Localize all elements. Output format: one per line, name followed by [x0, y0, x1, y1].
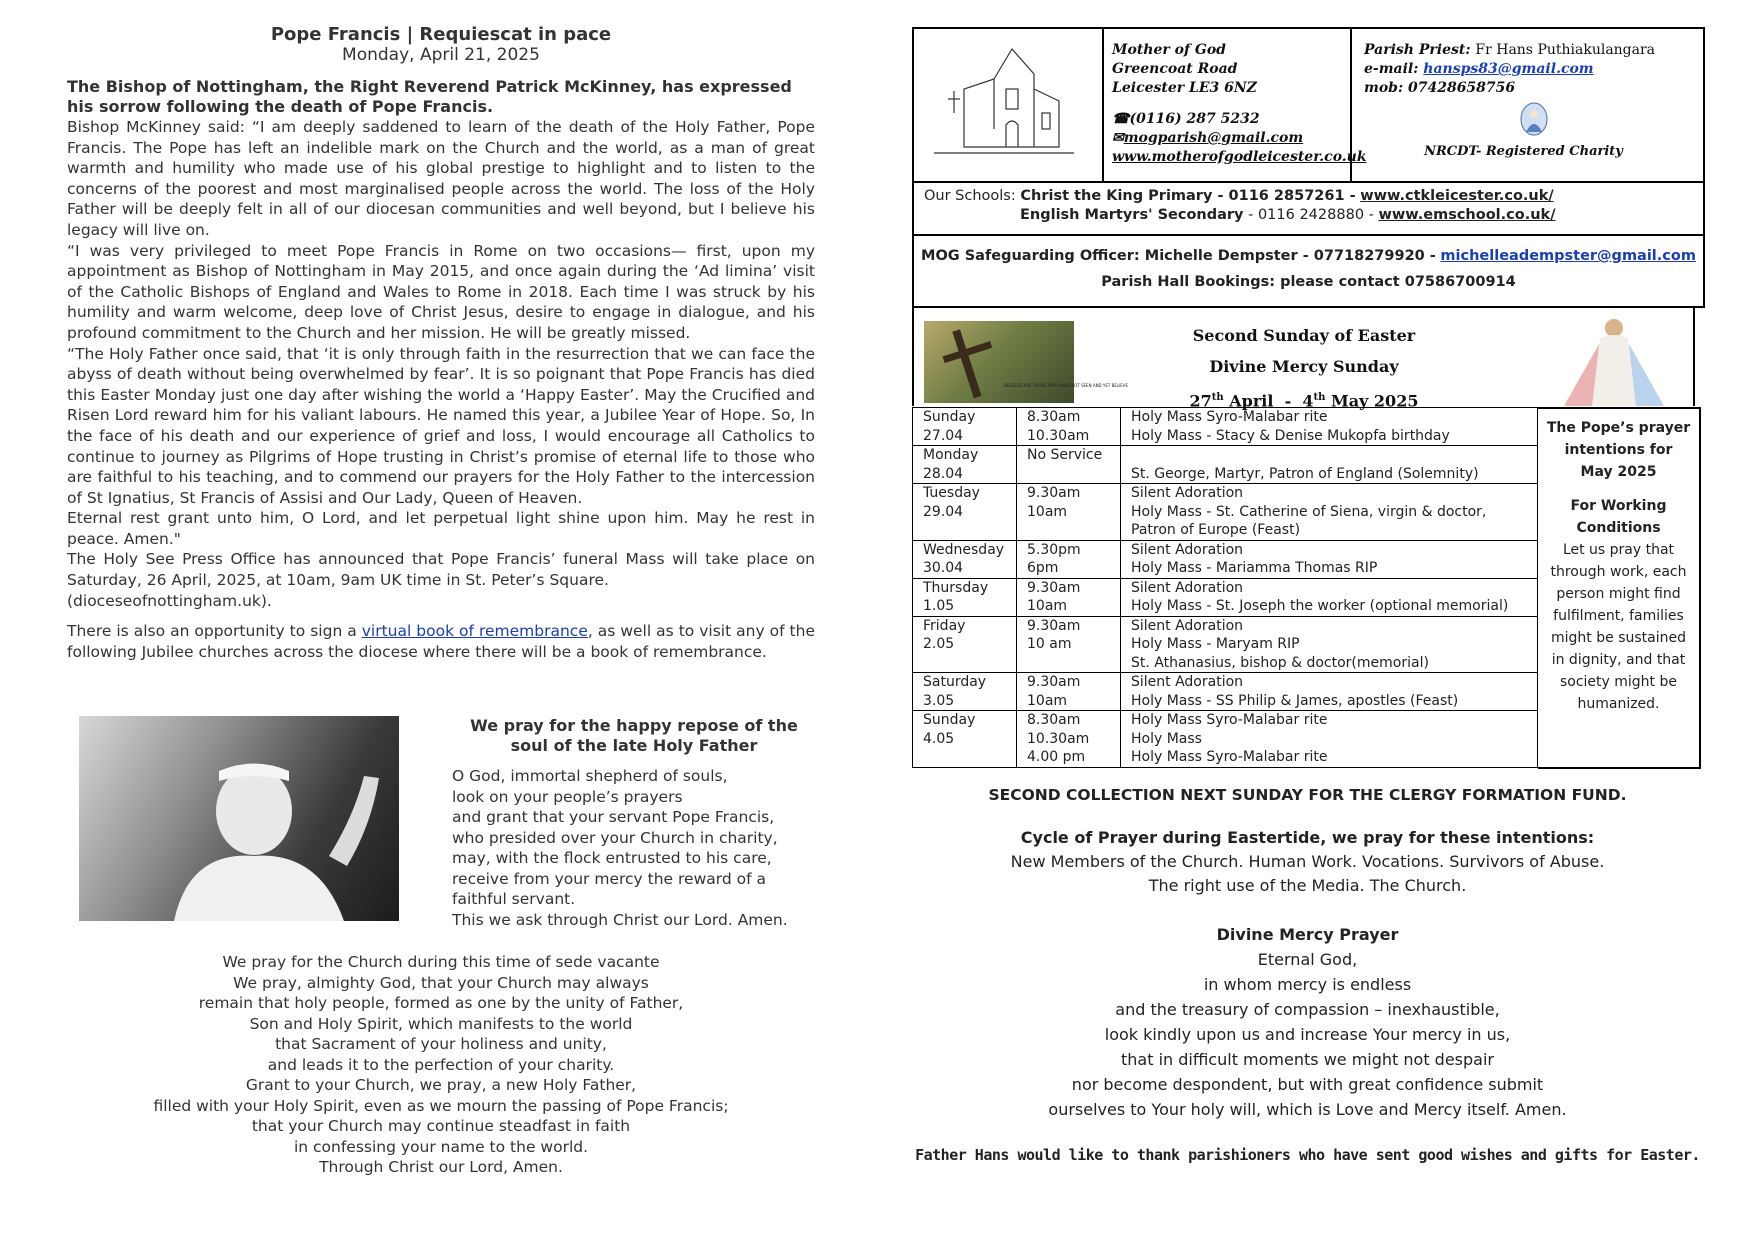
sede-line: filled with your Holy Spirit, even as we mourn the passing of Pope Francis;	[153, 1096, 729, 1115]
paragraph-2: “I was very privileged to meet Pope Francis in Rome on two occasions— first, upon my appointment as Bishop of Nottingham in May 2015, and once again during the ‘Ad limina’ visit of the Catholic Bishops of England and Wales to Rome in 2018. Each time I was struck by his humility and warm welcome, deep love of Christ Jesus, desire to engage in dialogue, and his profound commitment to the Church and her mission. He will be greatly missed.	[67, 241, 815, 342]
schedule-day: Sunday 27.04	[913, 408, 1017, 446]
remembrance-link[interactable]: virtual book of remembrance	[361, 622, 588, 641]
hall-bookings: Parish Hall Bookings: please contact 07586700914	[1101, 274, 1516, 290]
address-line: Leicester LE3 6NZ	[1112, 80, 1257, 96]
sede-line: in confessing your name to the world.	[293, 1137, 589, 1156]
left-column	[67, 24, 815, 662]
thanks-note: Father Hans would like to thank parishioners who have sent good wishes and gifts for Easter.	[915, 1146, 1700, 1164]
schools-box: Our Schools: Christ the King Primary - 0116 2857261 - www.ctkleicester.co.uk/ English Martyrs' Secondary - 0116 2428880 - www.emschool.co.uk/	[912, 181, 1705, 236]
sunday-banner	[912, 306, 1695, 411]
schedule-day: Sunday 4.05	[913, 711, 1017, 768]
schedule-row	[913, 408, 1538, 446]
schedule-times: 9.30am 10am	[1017, 578, 1121, 616]
article-title: Pope Francis | Requiescat in pace	[270, 24, 612, 45]
sede-line: Through Christ our Lord, Amen.	[319, 1158, 563, 1176]
pope-intentions-box: The Pope’s prayer intentions for May 2025 For Working Conditions Let us pray that through work, each person might find fulfilment, families might be sustained in dignity, and that society might be humanized.	[1538, 407, 1701, 769]
sede-line: that Sacrament of your holiness and unity,	[275, 1035, 607, 1053]
schedule-row	[913, 616, 1538, 673]
prayer-line: who presided over your Church in charity,	[452, 828, 778, 847]
paragraph-5: The Holy See Press Office has announced that Pope Francis’ funeral Mass will take place on Saturday, 26 April, 2025, at 10am, 9am UK time in St. Peter’s Square.	[67, 550, 815, 590]
prayer-line: receive from your mercy the reward of a	[452, 869, 766, 888]
schedule-row	[913, 484, 1538, 541]
mary-icon	[1364, 102, 1703, 140]
schedule-row	[913, 446, 1538, 484]
article-lead: The Bishop of Nottingham, the Right Reverend Patrick McKinney, has expressed his sorrow following the death of Pope Francis.	[67, 77, 792, 116]
church-name: Mother of God	[1112, 42, 1226, 58]
sede-line: We pray, almighty God, that your Church may always	[233, 973, 649, 992]
priest-mobile: mob: 07428658756	[1364, 80, 1516, 96]
prayer-line: This we ask through Christ our Lord. Amen.	[452, 910, 788, 929]
priest-name: Fr Hans Puthiakulangara	[1475, 42, 1656, 58]
schedule-times: 8.30am 10.30am	[1017, 408, 1121, 446]
schedule-day: Saturday 3.05	[913, 673, 1017, 711]
schedule-events: Silent Adoration Holy Mass - Mariamma Thomas RIP	[1121, 540, 1538, 578]
paragraph-5b: (dioceseofnottingham.uk).	[67, 591, 272, 610]
safeguarding-email[interactable]: michelleadempster@gmail.com	[1440, 248, 1696, 264]
mass-schedule	[912, 407, 1538, 768]
email-line	[1112, 129, 1350, 148]
parish-header	[912, 27, 1705, 183]
parish-website[interactable]: www.motherofgodleicester.co.uk	[1112, 149, 1367, 165]
schedule-events: Holy Mass Syro-Malabar rite Holy Mass Holy Mass Syro-Malabar rite	[1121, 711, 1538, 768]
schedule-row	[913, 711, 1538, 768]
sede-vacante-prayer	[67, 952, 815, 1178]
prayer-line: faithful servant.	[452, 890, 576, 908]
prayer-line: O God, immortal shepherd of souls,	[452, 767, 728, 785]
prayer-line: and grant that your servant Pope Francis,	[452, 808, 775, 826]
primary-school-link[interactable]: www.ctkleicester.co.uk/	[1360, 188, 1554, 204]
schedule-row	[913, 578, 1538, 616]
second-collection-notice: SECOND COLLECTION NEXT SUNDAY FOR THE CLERGY FORMATION FUND.	[988, 786, 1627, 804]
schedule-times: 9.30am 10 am	[1017, 616, 1121, 673]
priest-info: Parish Priest: Fr Hans Puthiakulangara e-mail: hansps83@gmail.com mob: 07428658756 NRCDT- Registered Charity	[1352, 29, 1703, 181]
sede-line: remain that holy people, formed as one by the unity of Father,	[198, 994, 684, 1012]
cycle-title: Cycle of Prayer during Eastertide, we pray for these intentions:	[1020, 828, 1595, 847]
schedule-times: 9.30am 10am	[1017, 673, 1121, 711]
safeguarding-box	[912, 236, 1705, 308]
schedule-day: Tuesday 29.04	[913, 484, 1017, 541]
schedule-day: Wednesday 30.04	[913, 540, 1017, 578]
intentions-body: Let us pray that through work, each person might find fulfilment, families might be sustained in dignity, and that society might be humanized.	[1550, 542, 1687, 712]
sunday-subtitle: Divine Mercy Sunday	[1209, 357, 1399, 376]
cross-image-text: BLESSED ARE THOSE WHO HAVE NOT SEEN AND YET BELIEVE	[1004, 383, 1129, 388]
schedule-times: 9.30am 10am	[1017, 484, 1121, 541]
schedule-day: Monday 28.04	[913, 446, 1017, 484]
safeguarding-officer: MOG Safeguarding Officer: Michelle Dempster - 07718279920 -	[921, 248, 1436, 264]
primary-school: Christ the King Primary - 0116 2857261 -	[1020, 188, 1356, 204]
prayer-line: look on your people’s prayers	[452, 787, 683, 806]
secondary-school: English Martyrs' Secondary	[1020, 207, 1244, 223]
schedule-day: Friday 2.05	[913, 616, 1017, 673]
sunday-title: Second Sunday of Easter	[1192, 326, 1416, 345]
pope-photo	[79, 716, 399, 921]
intentions-title: The Pope’s prayer	[1546, 420, 1691, 436]
schedule-row	[913, 673, 1538, 711]
cycle-of-prayer: Cycle of Prayer during Eastertide, we pray for these intentions: New Members of the Church. Human Work. Vocations. Survivors of Abuse. The right use of the Media. The Church.	[912, 826, 1703, 898]
divine-mercy-image	[1554, 314, 1674, 406]
schedule-events: Silent Adoration Holy Mass - St. Joseph the worker (optional memorial)	[1121, 578, 1538, 616]
charity-label: NRCDT- Registered Charity	[1424, 144, 1623, 159]
sunday-dates: 27th April - 4th May 2025	[1189, 391, 1419, 411]
sede-line: Son and Holy Spirit, which manifests to the world	[249, 1014, 633, 1033]
schedule-events: Silent Adoration Holy Mass - St. Catherine of Siena, virgin & doctor, Patron of Europe (Feast)	[1121, 484, 1538, 541]
paragraph-1: Bishop McKinney said: “I am deeply saddened to learn of the death of the Holy Father, Pope Francis. The Pope has left an indelible mark on the Church and the world, as a man of great warmth and humility who made use of his global prestige to highlight and to listen to the concerns of the poorest and most marginalised people across the world. The loss of the Holy Father will be deeply felt in all of our diocesan communities and well beyond, but I believe his legacy will live on.	[67, 118, 815, 239]
sede-line: We pray for the Church during this time of sede vacante	[222, 953, 660, 971]
schedule-times: 8.30am 10.30am 4.00 pm	[1017, 711, 1121, 768]
church-logo	[914, 29, 1104, 181]
phone-icon: ☎	[1112, 111, 1130, 127]
sede-line: and leads it to the perfection of your charity.	[267, 1055, 615, 1074]
schedule-events: Silent Adoration Holy Mass - SS Philip & James, apostles (Feast)	[1121, 673, 1538, 711]
schedule-events: Holy Mass Syro-Malabar rite Holy Mass - Stacy & Denise Mukopfa birthday	[1121, 408, 1538, 446]
sede-line: Grant to your Church, we pray, a new Holy Father,	[245, 1076, 637, 1094]
schedule-events: St. George, Martyr, Patron of England (Solemnity)	[1121, 446, 1538, 484]
schedule-times: No Service	[1017, 446, 1121, 484]
repose-prayer	[452, 716, 816, 930]
schedule-times: 5.30pm 6pm	[1017, 540, 1121, 578]
paragraph-4: Eternal rest grant unto him, O Lord, and let perpetual light shine upon him. May he rest in peace. Amen."	[67, 509, 815, 548]
church-icon	[914, 29, 1102, 181]
divine-mercy-prayer: Divine Mercy Prayer Eternal God, in whom mercy is endless and the treasury of compassion – inexhaustible, look kindly upon us and increase Your mercy in us, that in difficult moments we might not despair nor become despondent, but with great confidence submit ourselves to Your holy will, which is Love and Mercy itself. Amen.	[912, 922, 1703, 1122]
secondary-school-link[interactable]: www.emschool.co.uk/	[1378, 207, 1556, 223]
phone-line: ☎(0116) 287 5232	[1112, 111, 1260, 127]
repose-prayer-title: We pray for the happy repose of the soul of the late Holy Father	[470, 716, 798, 755]
dm-title: Divine Mercy Prayer	[1216, 925, 1399, 944]
sede-line: that your Church may continue steadfast in faith	[251, 1117, 631, 1135]
paragraph-6: There is also an opportunity to sign a virtual book of remembrance, as well as to visit any of the following Jubilee churches across the diocese where there will be a book of remembrance.	[67, 622, 815, 661]
paragraph-3: “The Holy Father once said, that ‘it is only through faith in the resurrection that we can face the abyss of death without being overwhelmed by fear’. It is so poignant that Pope Francis has died this Easter Monday just one day after wishing the world a ‘Happy Easter’. May the Crucified and Risen Lord reward him for his valiant labours. He named this year, a Jubilee Year of Hope. So, In the face of his death and our experience of grief and loss, I would encourage all Catholics to continue to journey as Pilgrims of Hope trusting in Christ’s promise of eternal life to those who are faithful to his teaching, and to commend our prayers for the Holy Father to the intercession of St Ignatius, St Francis of Assisi and Our Lady, Queen of Heaven.	[67, 344, 815, 507]
article-date: Monday, April 21, 2025	[342, 45, 540, 65]
envelope-icon: ✉	[1112, 130, 1124, 146]
schedule-events: Silent Adoration Holy Mass - Maryam RIP St. Athanasius, bishop & doctor(memorial)	[1121, 616, 1538, 673]
schedule-row	[913, 540, 1538, 578]
parish-email[interactable]: mogparish@gmail.com	[1123, 130, 1304, 146]
address-line: Greencoat Road	[1112, 61, 1238, 77]
schedule-day: Thursday 1.05	[913, 578, 1017, 616]
intentions-subtitle: For Working	[1570, 498, 1667, 514]
priest-email[interactable]: hansps83@gmail.com	[1423, 61, 1594, 77]
prayer-line: may, with the flock entrusted to his care,	[452, 849, 772, 867]
cross-image	[924, 321, 1129, 403]
church-address	[1102, 29, 1367, 181]
